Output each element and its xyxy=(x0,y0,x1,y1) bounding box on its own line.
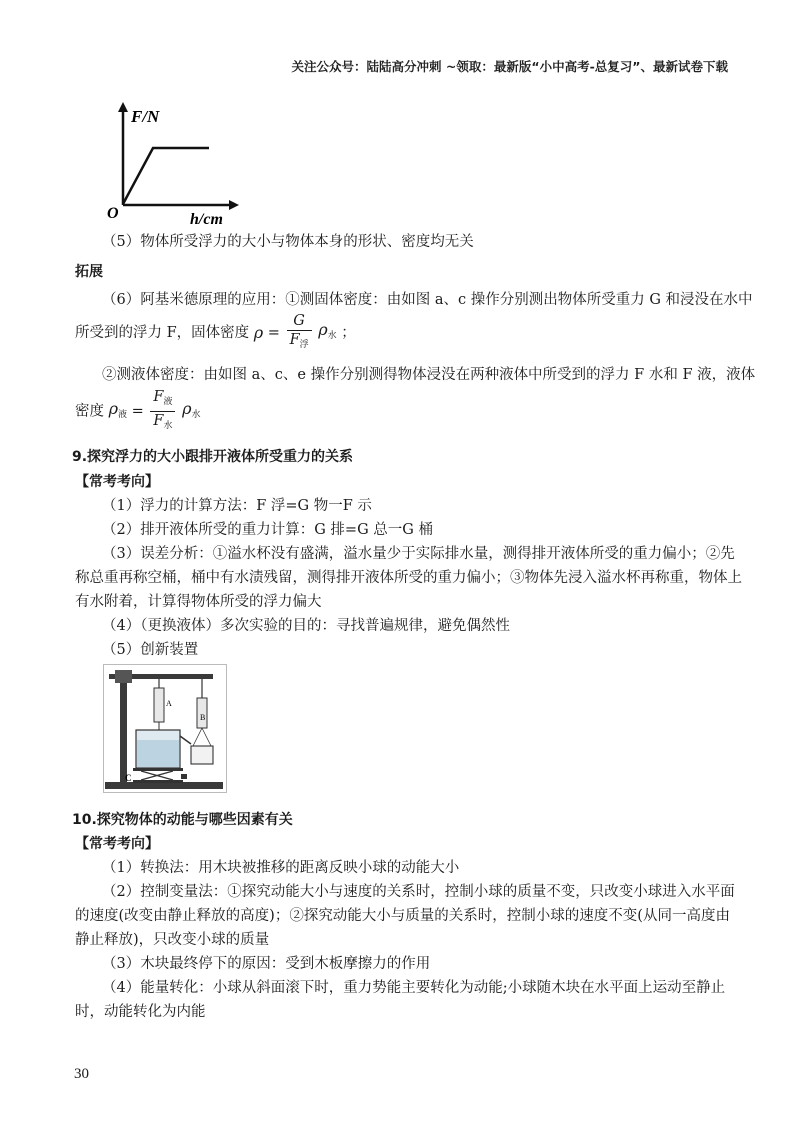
s10-item3: （3）木块最终停下的原因：受到木板摩擦力的作用 xyxy=(102,956,431,972)
density-fraction-liquid xyxy=(150,388,175,435)
s10-item2-l2: 的速度(改变由静止释放的高度)；②探究动能大小与质量的关系时，控制小球的速度不变(从同一高度由 xyxy=(75,908,730,924)
apparatus-diagram xyxy=(103,664,228,794)
s9-item5: （5）创新装置 xyxy=(102,642,199,658)
label-a: A xyxy=(166,699,172,708)
semicolon: ； xyxy=(341,325,356,341)
s10-tag: 【常考考向】 xyxy=(75,836,159,852)
clamp xyxy=(115,670,132,683)
spring-scale-a xyxy=(154,688,164,722)
s10-item2-l3: 静止释放)，只改变小球的质量 xyxy=(75,932,270,948)
small-bucket xyxy=(191,746,213,764)
s9-item3-l3: 有水附着，计算得物体所受的浮力偏大 xyxy=(75,594,322,610)
s10-item1: （1）转换法：用木块被推移的距离反映小球的动能大小 xyxy=(102,860,460,876)
s9-item2: （2）排开液体所受的重力计算：G 排=G 总一G 桶 xyxy=(102,522,433,538)
rho-liquid: $\rho_液$ xyxy=(108,398,128,420)
s9-title: 9.探究浮力的大小跟排开液体所受重力的关系 xyxy=(72,449,354,465)
s10-item4-l1: （4）能量转化：小球从斜面滚下时，重力势能主要转化为动能;小球随木块在水平面上运动至静止 xyxy=(102,980,726,996)
rho-symbol: ρ xyxy=(253,323,264,342)
x-axis-arrow xyxy=(229,200,239,210)
lift-platform-top xyxy=(133,768,183,771)
text: 密度 xyxy=(75,403,104,420)
denominator: $F_水$ xyxy=(153,413,173,431)
s10-item2-l1: （2）控制变量法：①探究动能大小与速度的关系时，控制小球的质量不变，只改变小球进入水平面 xyxy=(102,884,735,900)
text: 所受到的浮力 F，固体密度 xyxy=(75,325,250,341)
lift-knob xyxy=(181,774,187,779)
s8-item6-line1: （6）阿基米德原理的应用：①测固体密度：由如图 a、c 操作分别测出物体所受重力 G 和浸没在水中 xyxy=(102,292,753,308)
s9-item3-l2: 称总重再称空桶，桶中有水渍残留，测得排开液体所受的重力偏小；③物体先浸入溢水杯再称重，物体上 xyxy=(75,570,742,586)
s9-tag: 【常考考向】 xyxy=(75,474,159,490)
s9-item1: （1）浮力的计算方法：F 浮=G 物一F 示 xyxy=(102,498,372,514)
s8-item6b-line1: ②测液体密度：由如图 a、c、e 操作分别测得物体浸没在两种液体中所受到的浮力 F 水和 F 液，液体 xyxy=(102,367,756,383)
rho-water: $\rho_水$ xyxy=(318,320,337,341)
y-axis-arrow xyxy=(118,102,128,112)
force-depth-graph xyxy=(105,100,245,230)
stand-pole xyxy=(120,672,127,784)
s8-item6b-line2: 密度 $\rho_液$ = $\frac{F_液}{F_水}$ $\rho_水$ xyxy=(0,388,800,434)
s9-item4: （4）（更换液体）多次实验的目的：寻找普遍规律，避免偶然性 xyxy=(102,618,510,634)
page-header: 关注公众号：陆陆高分冲刺 ~领取：最新版“小中高考-总复习”、最新试卷下载 xyxy=(291,59,728,74)
s9-item3-l1: （3）误差分析：①溢水杯没有盛满，溢水量少于实际排水量，测得排开液体所受的重力偏小；②先 xyxy=(102,546,735,562)
numerator: G xyxy=(287,312,312,331)
force-curve xyxy=(123,148,209,204)
water xyxy=(137,740,179,767)
page-number: 30 xyxy=(74,1066,89,1082)
y-axis-label: F/N xyxy=(131,107,160,126)
s10-title: 10.探究物体的动能与哪些因素有关 xyxy=(72,812,293,828)
numerator: $F_液$ xyxy=(150,388,175,412)
x-axis-label: h/cm xyxy=(190,211,223,228)
s8-item6-line2: 所受到的浮力 F，固体密度 ρ = $\frac{G}{F_浮}$ $\rho_水$ ； xyxy=(0,312,800,358)
rho-water: $\rho_水$ xyxy=(182,398,201,420)
s8-item5: （5）物体所受浮力的大小与物体本身的形状、密度均无关 xyxy=(102,234,474,250)
origin-label: O xyxy=(107,205,119,222)
denominator: $F_浮$ xyxy=(289,332,309,350)
label-c: C xyxy=(125,773,132,783)
density-fraction-solid xyxy=(287,312,312,354)
label-b: B xyxy=(200,713,206,722)
lift-platform-bottom xyxy=(133,780,183,783)
s10-item4-l2: 时，动能转化为内能 xyxy=(75,1004,206,1020)
extend-label: 拓展 xyxy=(75,264,103,280)
